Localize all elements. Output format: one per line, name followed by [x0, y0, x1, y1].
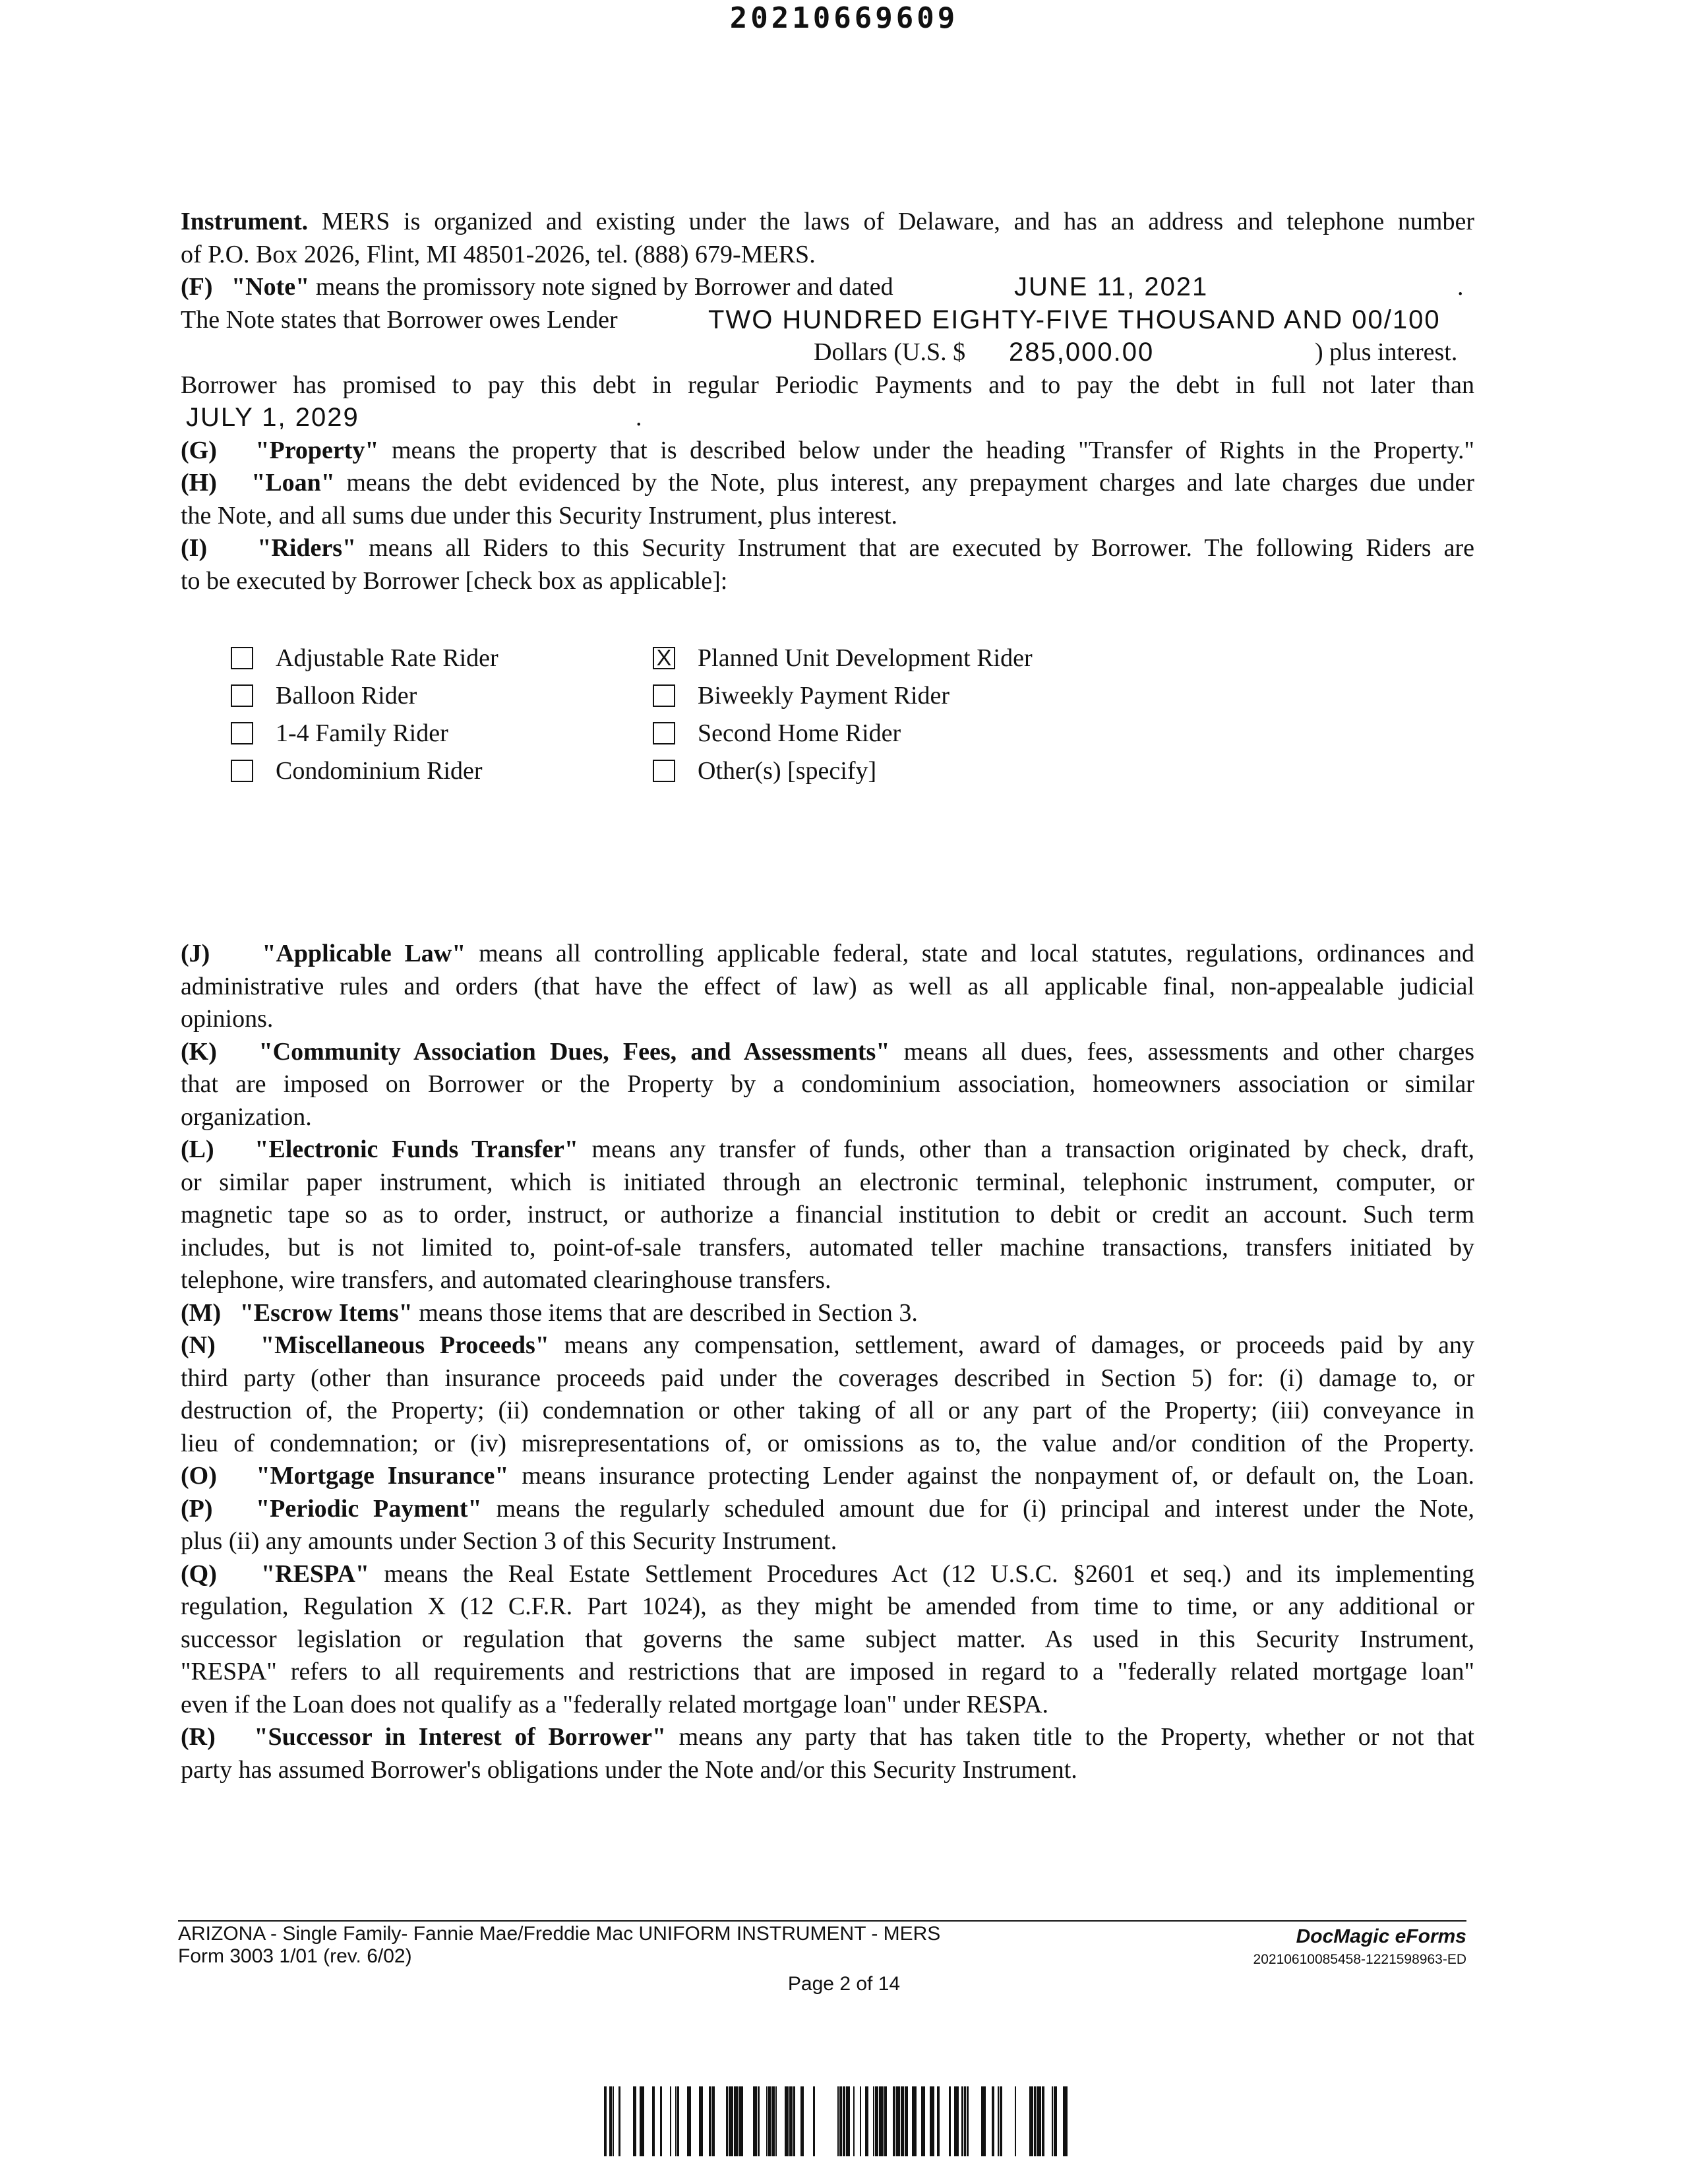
rider-checkbox[interactable] [653, 722, 675, 744]
footer-form-number: Form 3003 1/01 (rev. 6/02) [178, 1945, 412, 1967]
note-date-period: . [1457, 273, 1464, 301]
barcode-bar [768, 2086, 771, 2156]
barcode-bar [998, 2086, 999, 2156]
barcode-bar [618, 2086, 620, 2156]
note-definition-line-4: Borrower has promised to pay this debt in regular Periodic Payments and to pay the debt in full not later than [181, 371, 1474, 399]
barcode-bar [961, 2086, 963, 2156]
definition-l-line-4: includes, but is not limited to, point-of-sale transfers, automated teller machine transactions, transfers initiated by [181, 1233, 1474, 1261]
document-body-bottom [181, 938, 1474, 1786]
barcode-bar [1052, 2086, 1053, 2156]
barcode-bar [843, 2086, 845, 2156]
barcode-bar [875, 2086, 878, 2156]
rider-checkbox[interactable] [653, 684, 675, 707]
barcode-bar [633, 2086, 636, 2156]
document-body-top [181, 206, 1474, 597]
barcode-bar [766, 2086, 768, 2156]
definition-q-line-5: even if the Loan does not qualify as a "federally related mortgage loan" under RESPA. [181, 1690, 1048, 1718]
definition-q-line-3: successor legislation or regulation that governs the same subject matter. As used in this Security Instrument, [181, 1625, 1474, 1653]
rider-biweekly-payment: Biweekly Payment Rider [653, 677, 950, 715]
note-maturity-date: JULY 1, 2029 [186, 403, 359, 432]
footer-divider [178, 1920, 1466, 1922]
definition-l-line-1: (L) "Electronic Funds Transfer" means any transfer of funds, other than a transaction originated by check, draft, [181, 1136, 1475, 1163]
barcode-bar [813, 2086, 815, 2156]
note-definition-line-5: JULY 1, 2029 . [181, 402, 1474, 435]
definition-k-line-3: organization. [181, 1103, 312, 1131]
term-instrument: Instrument. [181, 208, 309, 235]
rider-checkbox[interactable] [231, 760, 253, 782]
definition-j-line-1: (J) "Applicable Law" means all controlling applicable federal, state and local statutes, regulations, ordinances and [181, 940, 1475, 967]
barcode-bar [879, 2086, 884, 2156]
barcode-bar [800, 2086, 804, 2156]
barcode-bar [912, 2086, 917, 2156]
barcode-bar [1034, 2086, 1036, 2156]
barcode-bar [954, 2086, 959, 2156]
definition-n-line-3: destruction of, the Property; (ii) condemnation or other taking of all or any part of the Property; (iii) conveyance in [181, 1397, 1474, 1424]
definition-r-line-1: (R) "Successor in Interest of Borrower" means any party that has taken title to the Property, whether or not that [181, 1723, 1474, 1751]
barcode-bar [640, 2086, 644, 2156]
definition-l-line-5: telephone, wire transfers, and automated clearinghouse transfers. [181, 1266, 831, 1294]
barcode-bar [853, 2086, 855, 2156]
rider-checkbox[interactable] [231, 722, 253, 744]
barcode-bar [609, 2086, 612, 2156]
section-e-line-1: Instrument. MERS is organized and existing under the laws of Delaware, and has an address and telephone number [181, 208, 1474, 235]
note-amount: 285,000.00 [1009, 338, 1155, 367]
barcode-bar [753, 2086, 757, 2156]
definition-h-line-2: the Note, and all sums due under this Security Instrument, plus interest. [181, 501, 898, 530]
note-date: JUNE 11, 2021 [1014, 272, 1209, 301]
barcode-bar [981, 2086, 986, 2156]
definition-term: "Note" [231, 273, 310, 301]
barcode-bar [896, 2086, 900, 2156]
footer-document-id: 20210610085458-1221598963-ED [1253, 1952, 1466, 1967]
barcode-bar [785, 2086, 789, 2156]
footer-form-info [178, 1923, 940, 1968]
barcode-bar [884, 2086, 887, 2156]
barcode-bar [709, 2086, 711, 2156]
rider-other: Other(s) [specify] [653, 752, 876, 790]
rider-adjustable-rate: Adjustable Rate Rider [231, 640, 498, 677]
definition-r-line-2: party has assumed Borrower's obligations under the Note and/or this Security Instrument. [181, 1755, 1077, 1784]
note-definition-line-2: The Note states that Borrower owes Lender TWO HUNDRED EIGHTY-FIVE THOUSAND AND 00/100 [181, 304, 1474, 337]
barcode-bar [793, 2086, 795, 2156]
definition-p-line-2: plus (ii) any amounts under Section 3 of this Security Instrument. [181, 1527, 837, 1555]
footer-brand-block [1253, 1926, 1466, 1968]
barcode-bar [839, 2086, 842, 2156]
definition-m: (M) "Escrow Items" means those items that are described in Section 3. [181, 1298, 918, 1327]
rider-balloon: Balloon Rider [231, 677, 417, 715]
barcode-bar [739, 2086, 743, 2156]
barcode-bar [860, 2086, 861, 2156]
barcode-bar [901, 2086, 904, 2156]
barcode-bar [992, 2086, 994, 2156]
barcode-bar [937, 2086, 940, 2156]
note-definition-line-3: Dollars (U.S. $ 285,000.00 ) plus interest. [181, 336, 1474, 369]
definition-n-line-4: lieu of condemnation; or (iv) misrepresentations of, or omissions as to, the value and/or condition of the Property. [181, 1429, 1474, 1457]
definition-p-line-1: (P) "Periodic Payment" means the regularly scheduled amount due for (i) principal and interest under the Note, [181, 1494, 1474, 1523]
barcode-bar [1063, 2086, 1068, 2156]
barcode-bar [1042, 2086, 1044, 2156]
barcode-bar [949, 2086, 951, 2156]
barcode-bar [1037, 2086, 1041, 2156]
barcode-bar [604, 2086, 607, 2156]
rider-checkbox[interactable] [231, 684, 253, 707]
definition-n-line-2: third party (other than insurance proceeds paid under the coverages described in Section 5) for: (i) damage to, or [181, 1364, 1474, 1392]
rider-checkbox[interactable] [231, 647, 253, 669]
barcode-icon [604, 2086, 1068, 2156]
barcode-bar [775, 2086, 777, 2156]
barcode-bar [905, 2086, 908, 2156]
barcode-bar [699, 2086, 703, 2156]
barcode-bar [921, 2086, 925, 2156]
barcode-bar [771, 2086, 775, 2156]
barcode-bar [1054, 2086, 1057, 2156]
barcode-bar [1015, 2086, 1016, 2156]
definition-q-line-1: (Q) "RESPA" means the Real Estate Settlement Procedures Act (12 U.S.C. §2601 et seq.) and its implementing [181, 1560, 1475, 1588]
definition-n-line-1: (N) "Miscellaneous Proceeds" means any compensation, settlement, award of damages, or proceeds paid by any [181, 1331, 1475, 1359]
barcode-bar [758, 2086, 760, 2156]
barcode-bar [652, 2086, 655, 2156]
barcode-bar [734, 2086, 738, 2156]
barcode-bar [964, 2086, 966, 2156]
rider-checkbox[interactable] [653, 760, 675, 782]
barcode-bar [846, 2086, 850, 2156]
rider-planned-unit-development: X Planned Unit Development Rider [653, 640, 1033, 677]
note-definition-line-1: (F) "Note" means the promissory note signed by Borrower and dated JUNE 11, 2021 . [181, 271, 1474, 304]
definition-i-line-2: to be executed by Borrower [check box as applicable]: [181, 566, 728, 595]
barcode-bar [930, 2086, 934, 2156]
barcode-bar [660, 2086, 662, 2156]
footer-form-title: ARIZONA - Single Family- Fannie Mae/Freddie Mac UNIFORM INSTRUMENT - MERS [178, 1923, 941, 1945]
definition-i-line-1: (I) "Riders" means all Riders to this Security Instrument that are executed by Borrower. The following Riders are [181, 534, 1474, 562]
definition-q-line-2: regulation, Regulation X (12 C.F.R. Part 1024), as they might be amended from time to time, or any additional or [181, 1592, 1474, 1620]
barcode-bar [670, 2086, 671, 2156]
definition-h-line-1: (H) "Loan" means the debt evidenced by the Note, plus interest, any prepayment charges and late charges due under [181, 469, 1474, 497]
barcode-bar [675, 2086, 677, 2156]
barcode-bar [687, 2086, 691, 2156]
section-e-line-2: of P.O. Box 2026, Flint, MI 48501-2026, tel. (888) 679-MERS. [181, 240, 816, 268]
barcode-bar [677, 2086, 679, 2156]
definition-j-line-2: administrative rules and orders (that have the effect of law) as well as all applicable final, non-appealable judicial [181, 972, 1474, 1000]
barcode-bar [613, 2086, 614, 2156]
definition-k-line-1: (K) "Community Association Dues, Fees, and Assessments" means all dues, fees, assessments and other charges [181, 1037, 1474, 1066]
barcode-bar [1029, 2086, 1033, 2156]
barcode-bar [1000, 2086, 1002, 2156]
barcode-bar [712, 2086, 715, 2156]
barcode-bar [893, 2086, 895, 2156]
definition-q-line-4: "RESPA" refers to all requirements and restrictions that are imposed in regard to a "federally related mortgage loan" [181, 1658, 1474, 1685]
definition-k-line-2: that are imposed on Borrower or the Property by a condominium association, homeowners association or similar [181, 1070, 1474, 1098]
barcode-bar [789, 2086, 793, 2156]
barcode-bar [873, 2086, 874, 2156]
document-number: 20210669609 [729, 1, 959, 35]
rider-condominium: Condominium Rider [231, 752, 483, 790]
definition-l-line-3: magnetic tape so as to order, instruct, or authorize a financial institution to debit or credit an account. Such term [181, 1201, 1474, 1228]
page-number: Page 2 of 14 [787, 1973, 901, 1995]
rider-second-home: Second Home Rider [653, 715, 901, 752]
docmagic-logo: DocMagic eForms [1296, 1926, 1466, 1947]
definition-j-line-3: opinions. [181, 1005, 274, 1033]
rider-1-4-family: 1-4 Family Rider [231, 715, 448, 752]
barcode-bar [726, 2086, 728, 2156]
barcode-bar [865, 2086, 868, 2156]
definition-label: (F) [181, 273, 213, 301]
barcode-bar [729, 2086, 733, 2156]
note-amount-words: TWO HUNDRED EIGHTY-FIVE THOUSAND AND 00/100 [708, 305, 1441, 334]
barcode-bar [837, 2086, 839, 2156]
definition-g: (G) "Property" means the property that is described below under the heading "Transfer of Rights in the Property." [181, 436, 1474, 464]
definition-l-line-2: or similar paper instrument, which is initiated through an electronic terminal, telephonic instrument, computer, or [181, 1168, 1474, 1196]
barcode-bar [967, 2086, 969, 2156]
rider-checkbox-checked[interactable]: X [653, 647, 675, 669]
definition-o: (O) "Mortgage Insurance" means insurance protecting Lender against the nonpayment of, or default on, the Loan. [181, 1462, 1475, 1490]
